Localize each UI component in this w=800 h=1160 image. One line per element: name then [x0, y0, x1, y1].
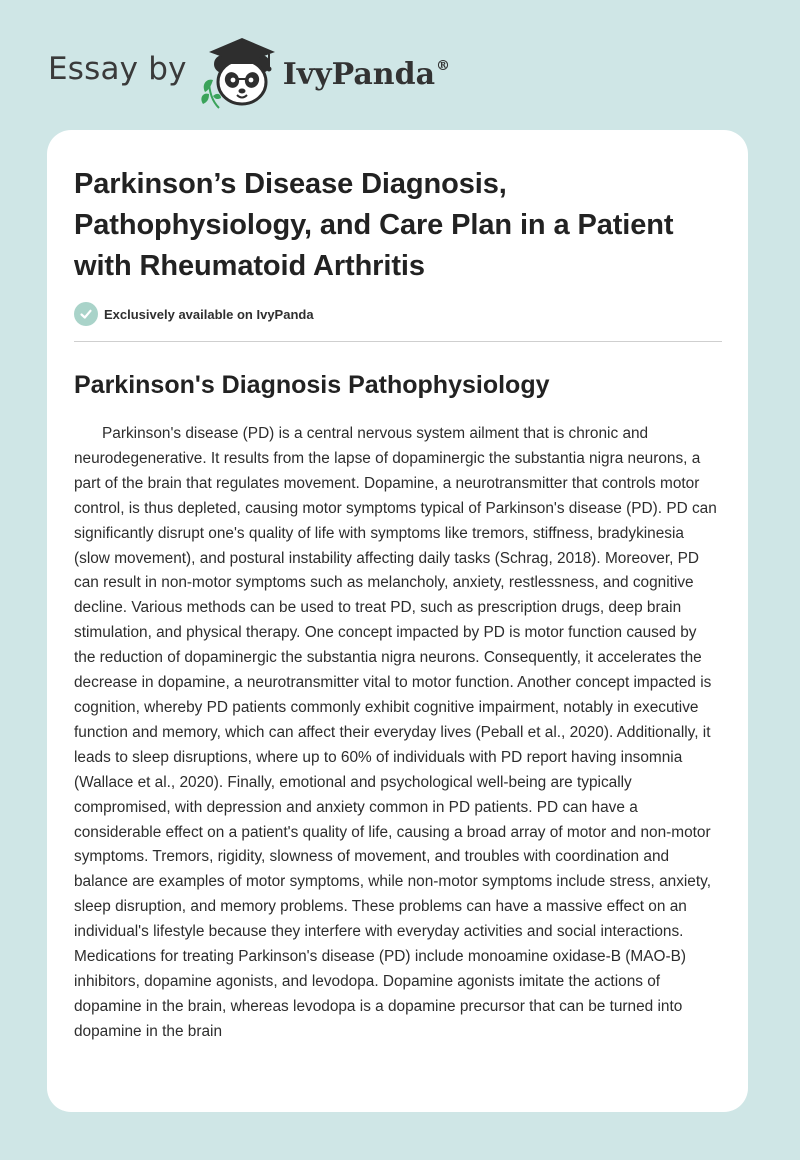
exclusive-badge [74, 301, 722, 327]
body-paragraph: Parkinson's disease (PD) is a central nervous system ailment that is chronic and neurodegenerative. It results from the lapse of dopaminergic the substantia nigra neurons, a part of the brain that regulates movement. Dopamine, a neurotransmitter that controls motor control, is thus depleted, causing motor symptoms typical of Parkinson's disease (PD). PD can significantly disrupt one's quality of life with symptoms like tremors, stiffness, bradykinesia (slow movement), and postural instability affecting daily tasks (Schrag, 2018). Moreover, PD can result in non-motor symptoms such as melancholy, anxiety, restlessness, and cognitive decline. Various methods can be used to treat PD, such as prescription drugs, deep brain stimulation, and physical therapy. One concept impacted by PD is motor function caused by the reduction of dopaminergic the substantia nigra neurons. Consequently, it accelerates the decrease in dopamine, a neurotransmitter vital to motor function. Another concept impacted is cognition, whereby PD patients commonly exhibit cognitive impairment, notably in executive function and memory, which can affect their everyday lives (Peball et al., 2020). Additionally, it leads to sleep disruptions, where up to 60% of individuals with PD report having insomnia (Wallace et al., 2020). Finally, emotional and psychological well-being are typically compromised, with depression and anxiety common in PD patients. PD can have a considerable effect on a patient's quality of life, causing a broad array of motor and non-motor symptoms. Tremors, rigidity, slowness of movement, and troubles with coordination and balance are examples of motor symptoms, while non-motor symptoms include stress, anxiety, sleep disruption, and memory problems. These problems can have a massive effect on an individual's lifestyle because they interfere with everyday activities and social interactions. Medications for treating Parkinson's disease (PD) include monoamine oxidase-B (MAO-B) inhibitors, dopamine agonists, and levodopa. Dopamine agonists imitate the actions of dopamine in the brain, whereas levodopa is a dopamine precursor that can be turned into dopamine in the brain [74, 425, 717, 1040]
essay-card [47, 130, 748, 1112]
exclusive-badge-label: Exclusively available on IvyPanda [104, 306, 314, 322]
brand-header[interactable] [48, 34, 450, 110]
brand-prefix: Essay by [48, 51, 187, 87]
title-divider [74, 341, 722, 342]
section-heading: Parkinson's Diagnosis Pathophysiology [74, 371, 550, 399]
brand-name: IvyPanda® [282, 56, 451, 92]
check-icon [74, 302, 98, 326]
registered-mark: ® [436, 57, 451, 74]
panda-logo-icon [199, 34, 281, 110]
document-title: Parkinson’s Disease Diagnosis, Pathophysiology, and Care Plan in a Patient with Rheumatoid Arthritis [74, 168, 674, 282]
